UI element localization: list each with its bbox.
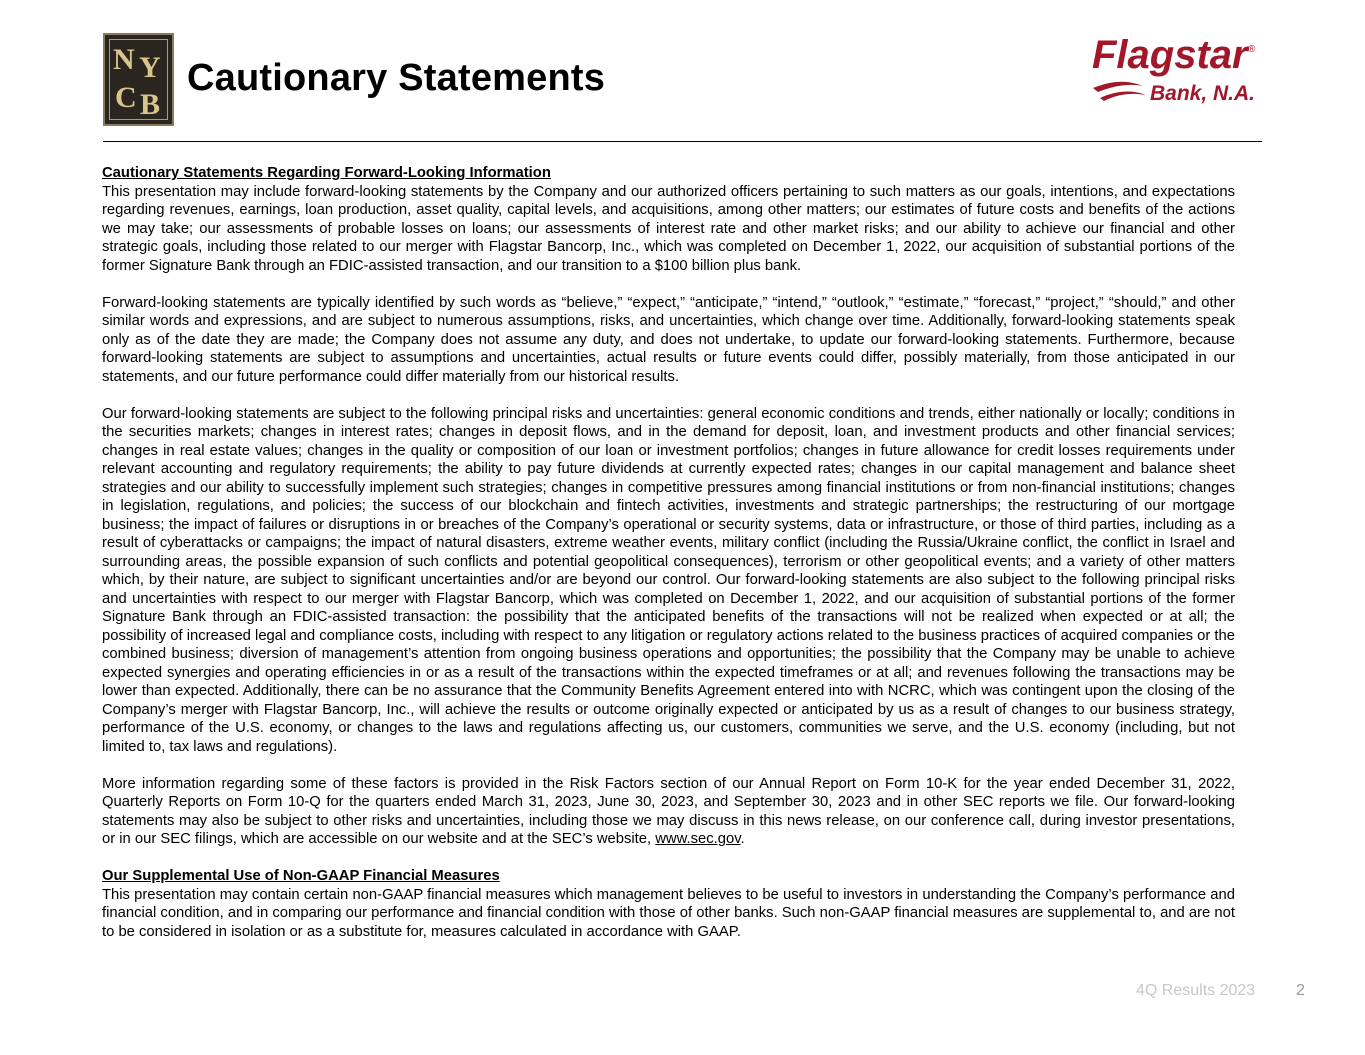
flagstar-logo: [1088, 30, 1268, 110]
non-gaap-paragraph: This presentation may contain certain non-GAAP financial measures which management believes to be useful to investors in understanding the Company’s performance and financial condition, and in comparing our performance and financial condition with those of other banks. Such non-GAAP financial measures are supplemental to, and are not to be considered in isolation or as a substitute for, measures calculated in accordance with GAAP.: [102, 886, 1235, 940]
non-gaap-heading: Our Supplemental Use of Non-GAAP Financial Measures: [102, 868, 500, 884]
flagstar-logo-name: Flagstar: [1092, 33, 1248, 77]
flagstar-logo-subtitle: Bank, N.A.: [1150, 82, 1256, 105]
flagstar-swoosh-icon: [1093, 82, 1143, 92]
forward-looking-heading: Cautionary Statements Regarding Forward-Looking Information: [102, 165, 551, 181]
body-content: [102, 164, 1235, 941]
nycb-letter-c: C: [115, 81, 137, 114]
paragraph-4-end: .: [740, 831, 745, 847]
nycb-letter-b: B: [140, 88, 161, 121]
page-title: Cautionary Statements: [187, 57, 606, 99]
nycb-logo: [103, 33, 174, 126]
header-divider: [103, 141, 1262, 142]
nycb-letter-n: N: [113, 43, 135, 76]
forward-looking-paragraph-2: Forward-looking statements are typically identified by such words as “believe,” “expect,” “anticipate,” “intend,” “outlook,” “estimate,” “forecast,” “project,” “should,” and other similar words and expressions, and are subject to numerous assumptions, risks, and uncertainties, which change over time. Additionally, forward-looking statements speak only as of the date they are made; the Company does not assume any duty, and does not undertake, to update our forward-looking statements. Furthermore, because forward-looking statements are subject to assumptions and uncertainties, actual results or future events could differ, possibly materially, from those anticipated in our statements, and our future performance could differ materially from our historical results.: [102, 294, 1235, 385]
forward-looking-paragraph-4: [102, 775, 1235, 849]
forward-looking-paragraph-3: Our forward-looking statements are subject to the following principal risks and uncertainties: general economic conditions and trends, either nationally or locally; conditions in the securities markets; changes in interest rates; changes in deposit flows, and in the demand for deposit, loan, and investment products and other financial services; changes in real estate values; changes in the quality or composition of our loan or investment portfolios; changes in future allowance for credit losses requirements under relevant accounting and regulatory requirements; the ability to pay future dividends at currently expected rates; changes in our capital management and balance sheet strategies and our ability to successfully implement such strategies; changes in competitive pressures among financial institutions or from non-financial institutions; changes in legislation, regulations, and policies; the success of our blockchain and fintech activities, investments and strategic partnerships; the restructuring of our mortgage business; the impact of failures or disruptions in or breaches of the Company’s operational or security systems, data or infrastructure, or those of third parties, including as a result of cyberattacks or campaigns; the impact of natural disasters, extreme weather events, military conflict (including the Russia/Ukraine conflict, the conflict in Israel and surrounding areas, the possible expansion of such conflicts and potential geopolitical consequences), terrorism or other geopolitical events; and a variety of other matters which, by their nature, are subject to significant uncertainties and/or are beyond our control. Our forward-looking statements are also subject to the following principal risks and uncertainties with respect to our merger with Flagstar Bancorp, which was completed on December 1, 2022, and our acquisition of substantial portions of the former Signature Bank through an FDIC-assisted transaction: the possibility that the anticipated benefits of the transactions will not be realized when expected or at all; the possibility of increased legal and compliance costs, including with respect to any litigation or regulatory actions related to the business practices of acquired companies or the combined business; diversion of management’s attention from ongoing business operations and opportunities; the possibility that the Company may be unable to achieve expected synergies and operating efficiencies in or as a result of the transactions within the expected timeframes or at all; and revenues following the transactions may be lower than expected. Additionally, there can be no assurance that the Community Benefits Agreement entered into with NCRC, which was contingent upon the closing of the Company’s merger with Flagstar Bancorp, Inc., will achieve the results or outcome originally expected or anticipated by us as a result of changes to our business strategy, performance of the U.S. economy, or changes to the laws and regulations affecting us, our customers, communities we serve, and the U.S. economy (including, but not limited to, tax laws and regulations).: [102, 405, 1235, 755]
page-number: 2: [1296, 982, 1305, 999]
paragraph-4-text: More information regarding some of these factors is provided in the Risk Factors section of our Annual Report on Form 10-K for the year ended December 31, 2022, Quarterly Reports on Form 10-Q for the quarters ended March 31, 2023, June 30, 2023, and September 30, 2023 and in other SEC reports we file. Our forward-looking statements may also be subject to other risks and uncertainties, including those we may discuss in this news release, on our conference call, during investor presentations, or in our SEC filings, which are accessible on our website and at the SEC’s website,: [102, 775, 1235, 847]
footer-date-label: 4Q Results 2023: [1136, 982, 1256, 999]
flagstar-swoosh-icon-2: [1100, 92, 1146, 101]
nycb-letter-y: Y: [139, 51, 161, 84]
sec-website-link[interactable]: www.sec.gov: [655, 831, 741, 847]
forward-looking-paragraph-1: This presentation may include forward-looking statements by the Company and our authorized officers pertaining to such matters as our goals, intentions, and expectations regarding revenues, earnings, loan production, asset quality, capital levels, and acquisitions, among other matters; our estimates of future costs and benefits of the actions we may take; our assessments of probable losses on loans; our assessments of interest rate and other market risks; and our ability to achieve our financial and other strategic goals, including those related to our merger with Flagstar Bancorp, Inc., which was completed on December 1, 2022, our acquisition of substantial portions of the former Signature Bank through an FDIC-assisted transaction, and our transition to a $100 billion plus bank.: [102, 183, 1235, 274]
flagstar-logo-registered: ®: [1248, 44, 1256, 55]
